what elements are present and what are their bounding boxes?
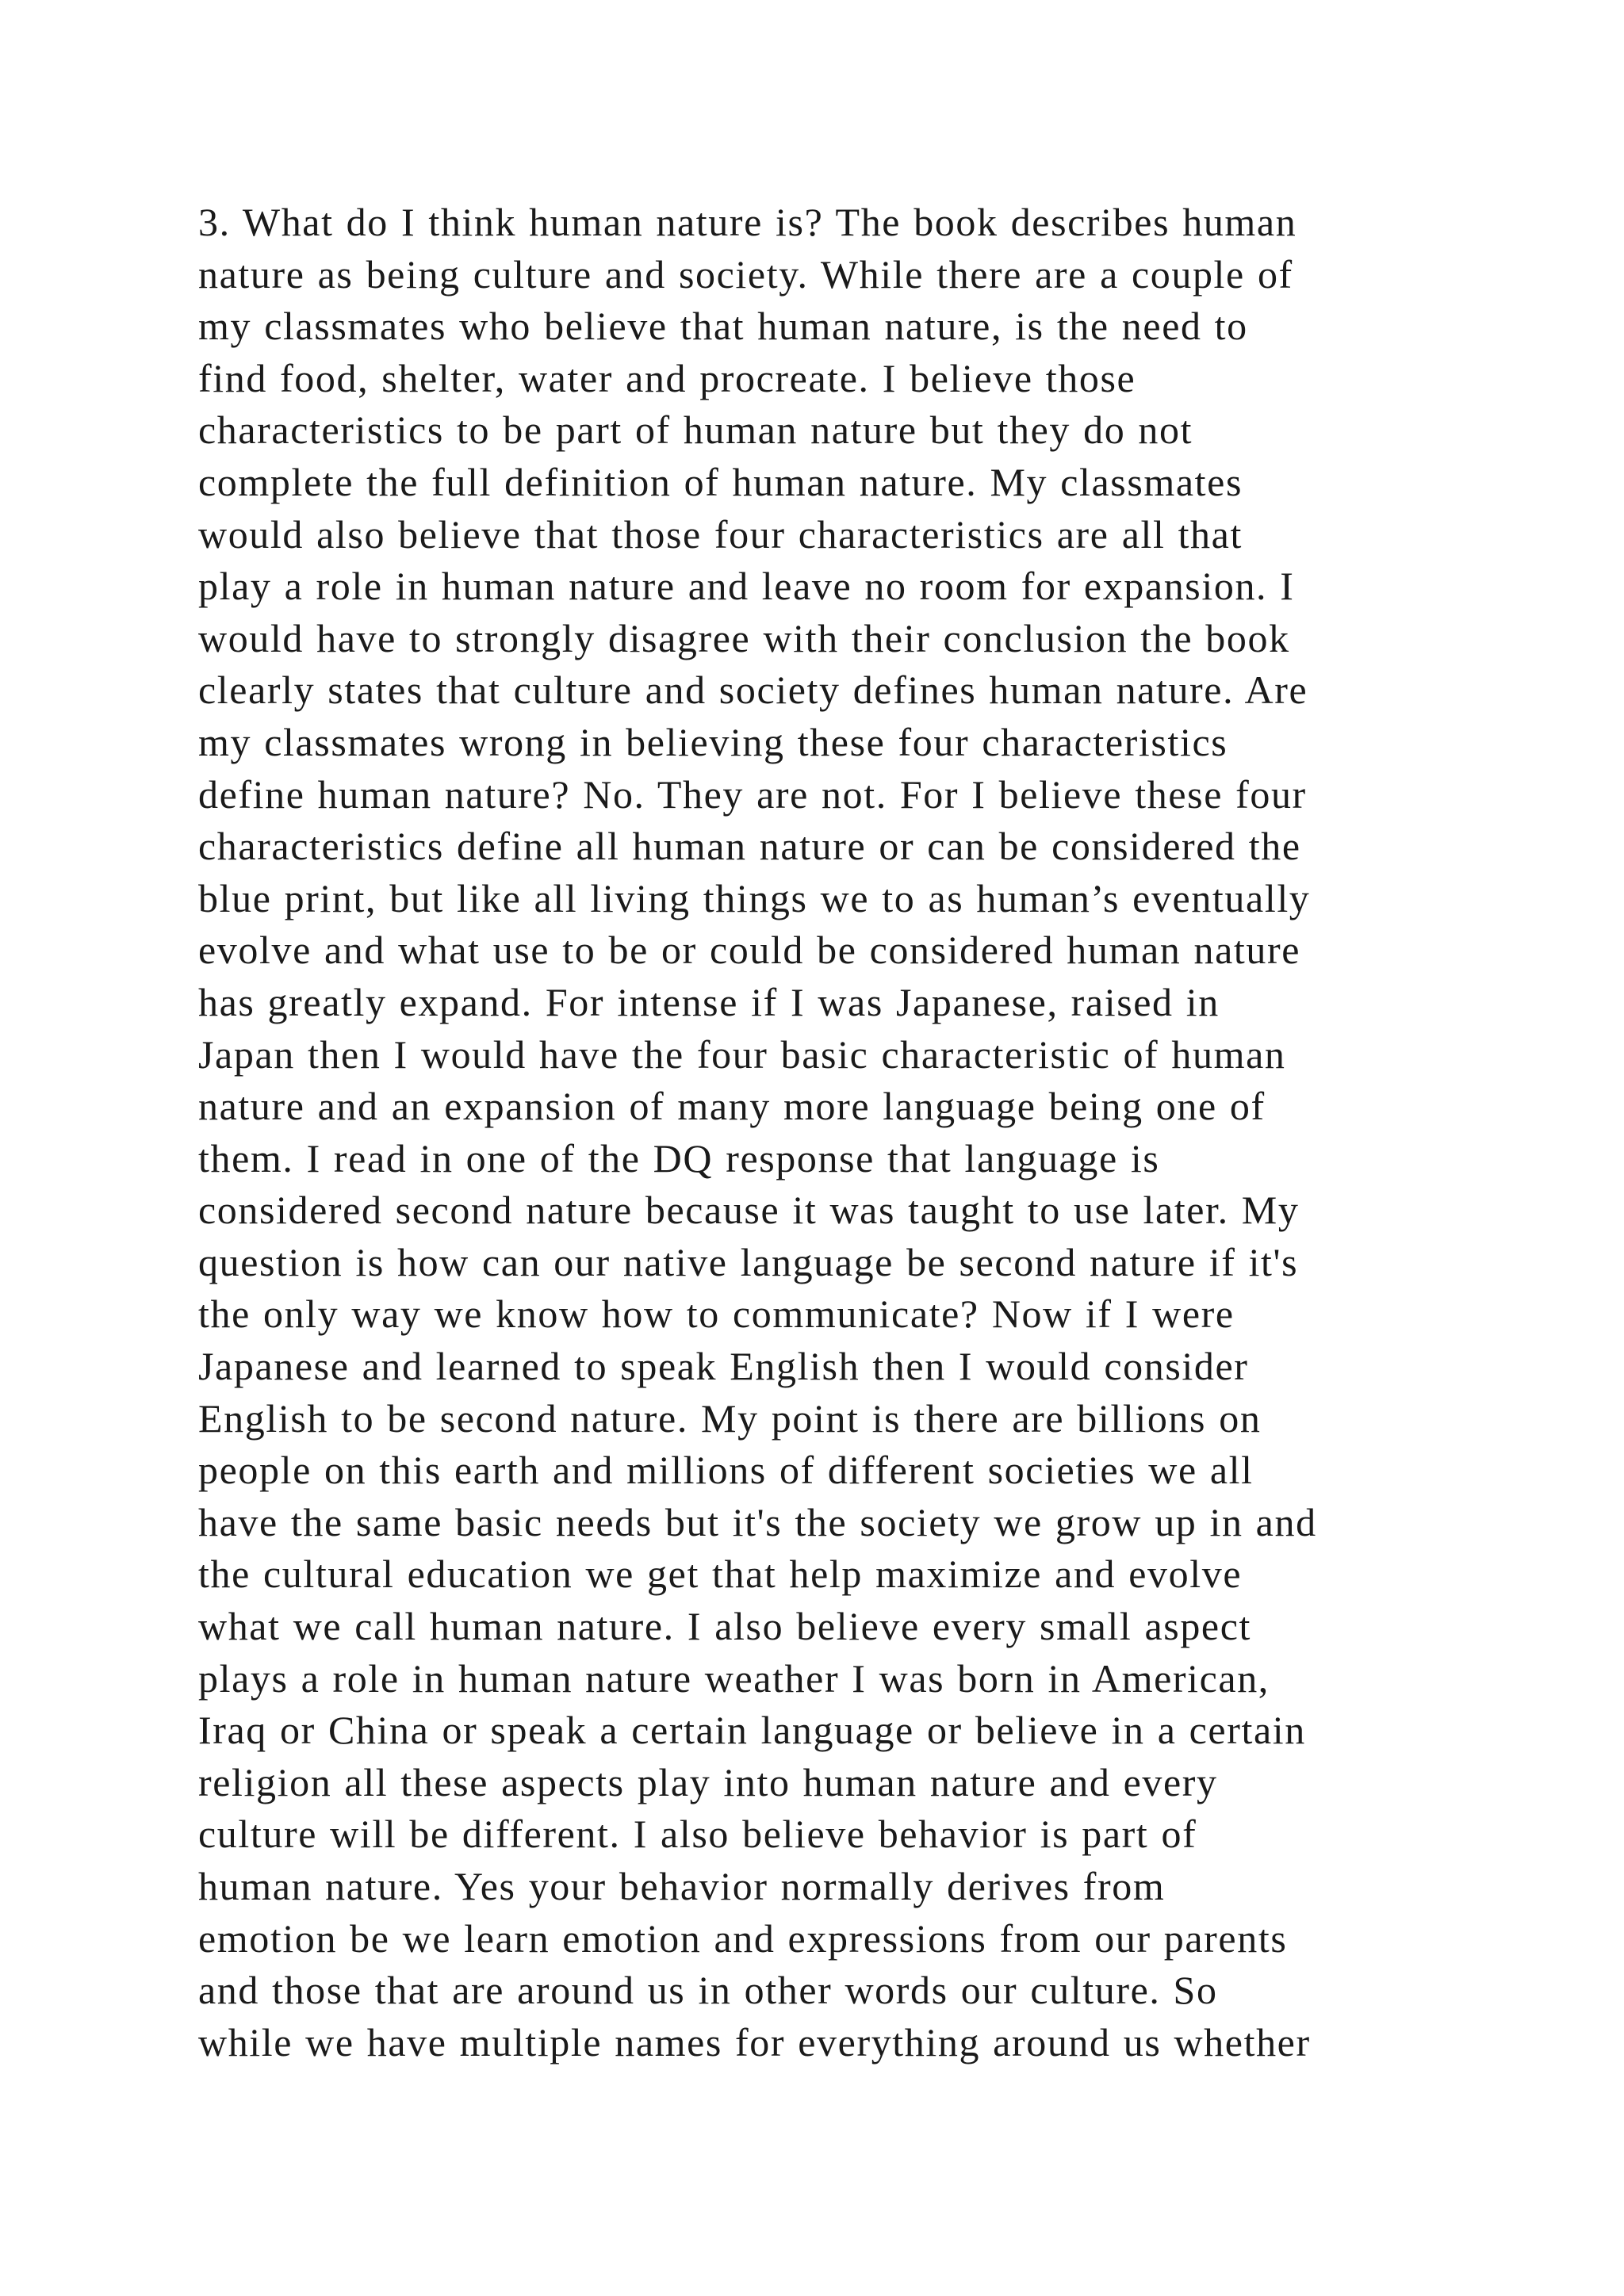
text-line: have the same basic needs but it's the society we grow up in and: [198, 1499, 1317, 1544]
text-line: Japanese and learned to speak English then I would consider: [198, 1344, 1249, 1389]
text-line: would also believe that those four characteristics are all that: [198, 511, 1243, 557]
text-line: my classmates wrong in believing these four characteristics: [198, 719, 1228, 764]
text-line: plays a role in human nature weather I was born in American,: [198, 1655, 1270, 1701]
text-line: clearly states that culture and society defines human nature. Are: [198, 668, 1308, 713]
text-line: and those that are around us in other words our culture. So: [198, 1968, 1218, 2013]
text-line: what we call human nature. I also believe every small aspect: [198, 1604, 1252, 1649]
text-line: 3. What do I think human nature is? The book describes human: [198, 200, 1297, 244]
text-line: nature as being culture and society. While there are a couple of: [198, 251, 1293, 297]
text-line: people on this earth and millions of different societies we all: [198, 1448, 1254, 1493]
text-line: evolve and what use to be or could be considered human nature: [198, 928, 1301, 973]
text-line: characteristics to be part of human nature but they do not: [198, 408, 1193, 453]
text-line: find food, shelter, water and procreate. I believe those: [198, 355, 1136, 400]
text-line: culture will be different. I also believe behavior is part of: [198, 1812, 1197, 1857]
text-line: play a role in human nature and leave no room for expansion. I: [198, 564, 1295, 609]
text-line: blue print, but like all living things we to as human’s eventually: [198, 875, 1311, 920]
text-line: question is how can our native language be second nature if it's: [198, 1239, 1299, 1284]
text-line: Iraq or China or speak a certain language or believe in a certain: [198, 1708, 1306, 1753]
text-line: emotion be we learn emotion and expressions from our parents: [198, 1915, 1288, 1961]
text-line: define human nature? No. They are not. For I believe these four: [198, 771, 1307, 817]
text-line: characteristics define all human nature or can be considered the: [198, 824, 1301, 869]
body-paragraph: [198, 197, 1435, 2068]
text-line: English to be second nature. My point is there are billions on: [198, 1395, 1262, 1441]
text-line: them. I read in one of the DQ response that language is: [198, 1135, 1160, 1181]
text-line: complete the full definition of human nature. My classmates: [198, 459, 1243, 504]
text-line: Japan then I would have the four basic characteristic of human: [198, 1031, 1286, 1077]
text-line: considered second nature because it was taught to use later. My: [198, 1188, 1300, 1233]
text-line: nature and an expansion of many more language being one of: [198, 1084, 1266, 1129]
text-line: has greatly expand. For intense if I was Japanese, raised in: [198, 979, 1220, 1024]
text-line: the only way we know how to communicate? Now if I were: [198, 1292, 1235, 1337]
text-line: would have to strongly disagree with their conclusion the book: [198, 615, 1290, 660]
text-line: human nature. Yes your behavior normally derives from: [198, 1864, 1166, 1908]
text-line: my classmates who believe that human nature, is the need to: [198, 304, 1248, 349]
text-line: the cultural education we get that help maximize and evolve: [198, 1552, 1243, 1597]
text-line: while we have multiple names for everything around us whether: [198, 2019, 1311, 2064]
text-line: religion all these aspects play into human nature and every: [198, 1759, 1218, 1804]
